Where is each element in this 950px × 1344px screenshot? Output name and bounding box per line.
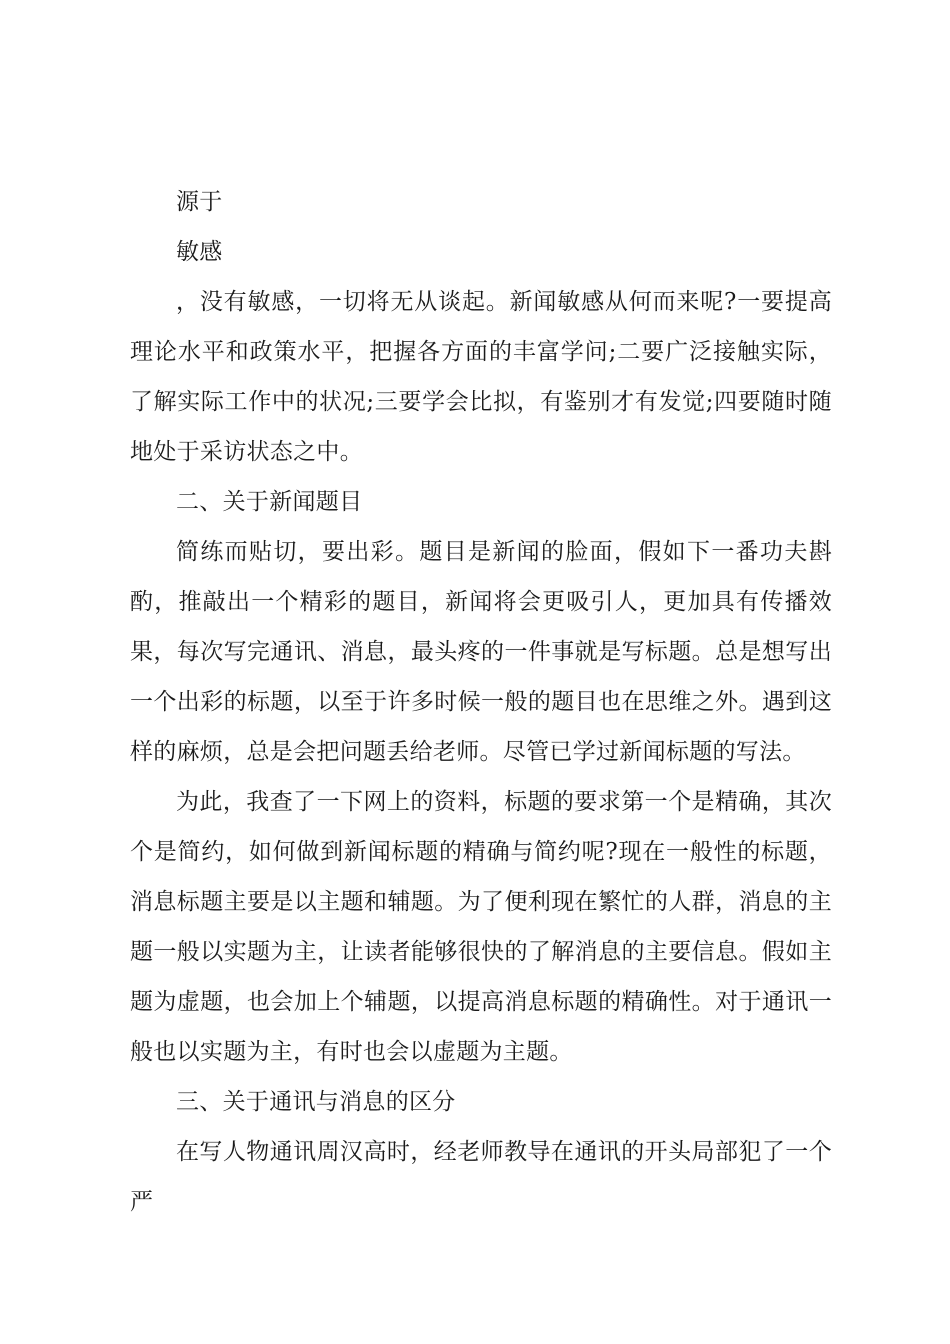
section-heading-news-title: 二、关于新闻题目 — [176, 489, 363, 515]
paragraph-title-concise: 简练而贴切，要出彩。题目是新闻的脸面，假如下一番功夫斟酌，推敲出一个精彩的题目，新闻将会更吸引人，更加具有传播效果，每次写完通讯、消息，最头疼的一件事就是写标题。总是想写出一个出彩的标题，以至于许多时候一般的题目也在思维之外。遇到这样的麻烦，总是会把问题丢给老师。尽管已学过新闻标题的写法。 — [130, 539, 832, 765]
section-heading-report-vs-news: 三、关于通讯与消息的区分 — [176, 1089, 456, 1115]
paragraph-fragment-mingan: 敏感 — [176, 239, 223, 265]
paragraph-news-sensitivity: ，没有敏感，一切将无从谈起。新闻敏感从何而来呢?一要提高理论水平和政策水平，把握各方面的丰富学问;二要广泛接触实际，了解实际工作中的状况;三要学会比拟，有鉴别才有发觉;四要随时随地处于采访状态之中。 — [130, 289, 832, 465]
paragraph-title-requirements: 为此，我查了一下网上的资料，标题的要求第一个是精确，其次个是简约，如何做到新闻标题的精确与简约呢?现在一般性的标题，消息标题主要是以主题和辅题。为了便利现在繁忙的人群，消息的主题一般以实题为主，让读者能够很快的了解消息的主要信息。假如主题为虚题，也会加上个辅题，以提高消息标题的精确性。对于通讯一般也以实题为主，有时也会以虚题为主题。 — [130, 789, 832, 1065]
document-body — [130, 177, 832, 1227]
paragraph-fragment-yuanyu: 源于 — [176, 189, 223, 215]
paragraph-person-report: 在写人物通讯周汉高时，经老师教导在通讯的开头局部犯了一个严 — [130, 1139, 832, 1215]
